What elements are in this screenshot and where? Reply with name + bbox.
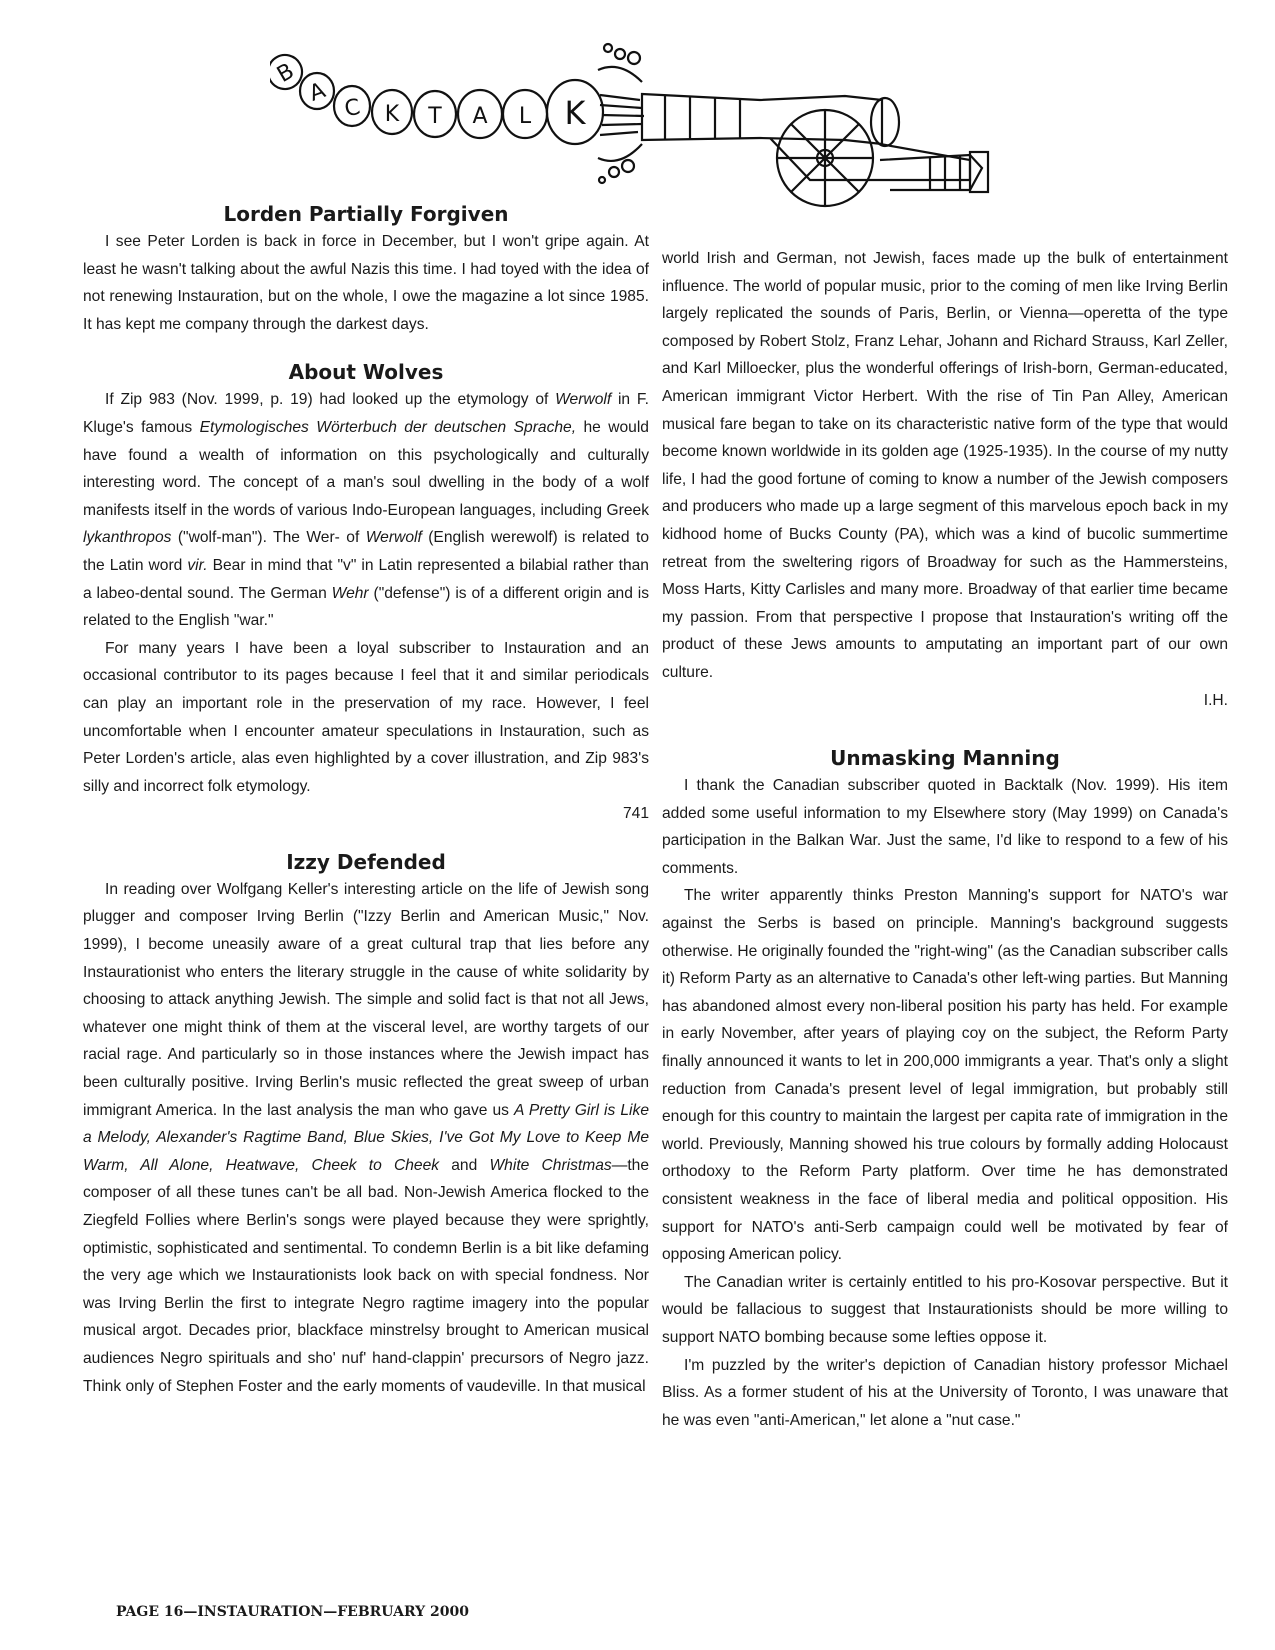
- section-title-manning: Unmasking Manning: [830, 746, 1060, 771]
- banner-letter-t: T: [428, 104, 442, 129]
- section-title-izzy: Izzy Defended: [286, 849, 446, 874]
- banner-letter-l: L: [518, 104, 532, 129]
- signature-ih: I.H.: [1203, 691, 1228, 709]
- left-column: [83, 200, 649, 1400]
- banner-letter-a: A: [306, 78, 329, 107]
- banner-letter-b: B: [272, 58, 299, 88]
- paragraph-wolves-1: If Zip 983 (Nov. 1999, p. 19) had looked up the etymology of Werwolf in F. Kluge's famous Etymologisches Wörterbuch der deutschen Sprache, he would have found a wealth of information on this psychologically and culturally interesting word. The concept of a man's soul dwelling in the body of a wolf manifests itself in the words of various Indo-European languages, including Greek lykanthropos ("wolf-man"). The Wer- of Werwolf (English werewolf) is related to the Latin word vir. Bear in mind that "v" in Latin represented a bilabial rather than a labeo-dental sound. The German Wehr ("defense") is of a different origin and is related to the English "war.": [83, 391, 650, 630]
- page-footer: PAGE 16—INSTAURATION—FEBRUARY 2000: [116, 1604, 469, 1620]
- paragraph-izzy-continued: world Irish and German, not Jewish, faces made up the bulk of entertainment influence. The world of popular music, prior to the coming of men like Irving Berlin largely replicated the sounds of Paris, Berlin, or Vienna—operetta of the type composed by Robert Stolz, Franz Lehar, Johann and Richard Strauss, Karl Zeller, and Karl Milloecker, plus the wonderful offerings of Irish-born, German-educated, American immigrant Victor Herbert. With the rise of Tin Pan Alley, American musical fare began to take on its characteristic native form of the type that would become known worldwide in its golden age (1925-1935). In the course of my nutty life, I had the good fortune of coming to know a number of the Jewish composers and producers who made up a large segment of this marvelous epoch back in my kidhood home of Bucks County (PA), which was a kind of bucolic summertime retreat from the sweltering rigors of Broadway for such as the Hammersteins, Moss Harts, Kitty Carlisles and many more. Broadway of that earlier time became my passion. From that perspective I propose that Instauration's writing off the product of these Jews amounts to amputating an important part of our own culture.: [662, 250, 1228, 681]
- paragraph-lorden: I see Peter Lorden is back in force in December, but I won't gripe again. At least he wasn't talking about the awful Nazis this time. I had toyed with the idea of not renewing Instauration, but on the whole, I owe the magazine a lot since 1985. It has kept me company through the darkest days.: [83, 233, 649, 333]
- paragraph-manning-4: I'm puzzled by the writer's depiction of Canadian history professor Michael Bliss. As a former student of his at the University of Toronto, I was unaware that he was even "anti-American," let alone a "nut case.": [662, 1356, 1228, 1429]
- banner-letter-a2: A: [472, 104, 488, 129]
- paragraph-izzy-1: In reading over Wolfgang Keller's interesting article on the life of Jewish song plugger and composer Irving Berlin ("Izzy Berlin and American Music," Nov. 1999), I become uneasily aware of a great cultural trap that lies before any Instaurationist who enters the literary struggle in the cause of white solidarity by choosing to attack anything Jewish. The simple and solid fact is that not all Jews, whatever one might think of them at the visceral level, are worthy targets of our racial rage. And particularly so in those instances where the Jewish impact has been culturally positive. Irving Berlin's music reflected the great sweep of urban immigrant America. In the last analysis the man who gave us A Pretty Girl is Like a Melody, Alexander's Ragtime Band, Blue Skies, I've Got My Love to Keep Me Warm, All Alone, Heatwave, Cheek to Cheek and White Christmas—the composer of all these tunes can't be all bad. Non-Jewish America flocked to the Ziegfeld Follies where Berlin's songs were played because they were sprightly, optimistic, sophisticated and sentimental. To condemn Berlin is a bit like defaming the very age which we Instaurationists look back on with special fondness. Nor was Irving Berlin the first to integrate Negro ragtime imagery into the popular musical argot. Decades prior, blackface minstrelsy brought to American musical audiences Negro spirituals and sho' nuf' hand-clappin' precursors of Negro jazz. Think only of Stephen Foster and the early moments of vaudeville. In that musical: [83, 880, 649, 1395]
- paragraph-manning-2: The writer apparently thinks Preston Manning's support for NATO's war against the Serbs is based on principle. Manning's background suggests otherwise. He originally founded the "right-wing" (as the Canadian subscriber calls it) Reform Party as an alternative to Canada's other left-wing parties. But Manning has abandoned almost every non-liberal position his party has held. For example in early November, after years of playing coy on the subject, the Reform Party finally announced it wants to let in 200,000 immigrants a year. That's only a slight reduction from Canada's present level of legal immigration, but probably still enough for this country to maintain the largest per capita rate of immigration in the world. Previously, Manning showed his true colours by formally adding Holocaust orthodoxy to the Reform Party platform. Over time he has demonstrated consistent weakness in the face of liberal media and political opposition. His support for NATO's anti-Serb campaign could well be motivated by fear of opposing American policy.: [662, 887, 1228, 1264]
- paragraph-manning-3: The Canadian writer is certainly entitled to his pro-Kosovar perspective. But it would be fallacious to suggest that Instaurationists should be more willing to support NATO bombing because some lefties oppose it.: [662, 1273, 1228, 1346]
- signature-741: 741: [622, 805, 649, 823]
- paragraph-manning-1: I thank the Canadian subscriber quoted in Backtalk (Nov. 1999). His item added some useful information to my Elsewhere story (May 1999) on Canada's participation in the Balkan War. Just the same, I'd like to respond to a few of his comments.: [662, 777, 1228, 877]
- right-column: [662, 245, 1228, 1434]
- paragraph-wolves-2: For many years I have been a loyal subscriber to Instauration and an occasional contributor to its pages because I feel that it and similar periodicals can play an important role in the preservation of my race. However, I feel uncomfortable when I encounter amateur speculations in Instauration, such as Peter Lorden's article, alas even highlighted by a cover illustration, and Zip 983's silly and incorrect folk etymology.: [83, 639, 649, 795]
- section-title-wolves: About Wolves: [288, 360, 444, 385]
- section-title-lorden: Lorden Partially Forgiven: [223, 202, 509, 226]
- banner-letter-c: C: [342, 94, 363, 123]
- banner-letter-k: K: [384, 102, 400, 127]
- backtalk-cannon-banner: [270, 40, 1030, 220]
- banner-letter-k2: K: [564, 94, 586, 132]
